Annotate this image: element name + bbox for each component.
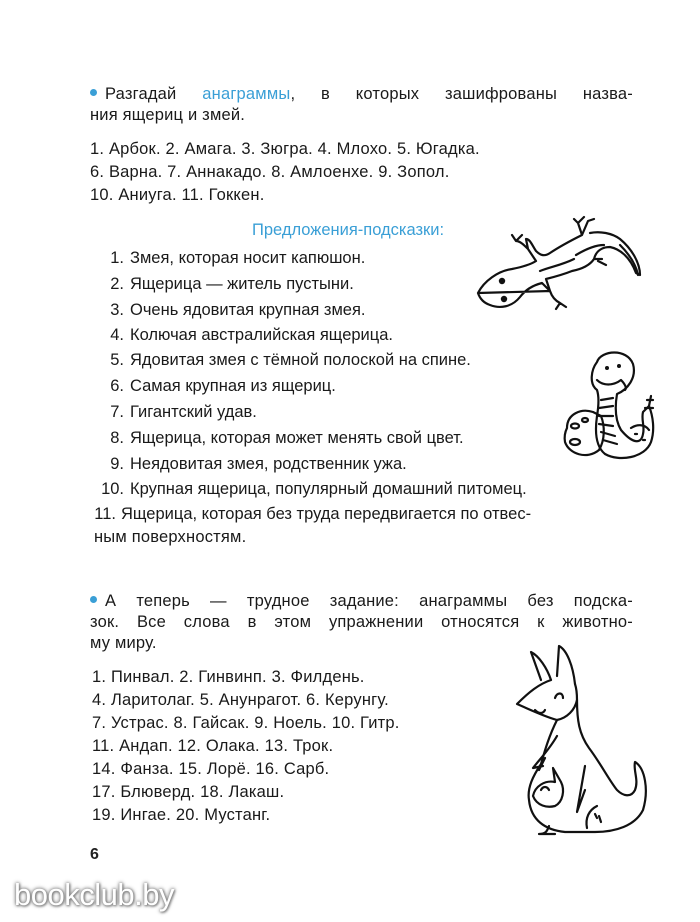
task1-anagram-line: 10. Аниуга. 11. Гоккен. bbox=[90, 186, 265, 204]
kangaroo-pouch-line bbox=[577, 766, 585, 812]
task2-intro-line1 bbox=[90, 591, 633, 612]
hint-text: Ящерица — житель пустыни. bbox=[130, 275, 354, 293]
kangaroo-arm bbox=[533, 736, 557, 770]
bullet-icon bbox=[90, 89, 97, 96]
hint-text: Змея, которая носит капюшон. bbox=[130, 249, 366, 267]
kangaroo-illustration bbox=[505, 640, 655, 840]
hint-num: 8. bbox=[110, 429, 124, 447]
hint-text: Ядовитая змея с тёмной полоской на спине. bbox=[130, 351, 471, 369]
hint-num: 1. bbox=[110, 249, 124, 267]
hint-num: 3. bbox=[110, 301, 124, 319]
hint-text: Неядовитая змея, родственник ужа. bbox=[130, 455, 407, 473]
task2-anagram-line: 1. Пинвал. 2. Гинвинп. 3. Филдень. bbox=[92, 668, 365, 686]
hint-num: 7. bbox=[110, 403, 124, 421]
hint-text: Крупная ящерица, популярный домашний питомец. bbox=[130, 480, 527, 498]
kangaroo-head bbox=[517, 680, 577, 720]
hint-item bbox=[100, 249, 365, 268]
task2-anagram-line: 17. Блюверд. 18. Лакаш. bbox=[92, 783, 285, 801]
task1-anagram-line: 1. Арбок. 2. Амага. 3. Зюгра. 4. Млохо. 5. Югадка. bbox=[90, 140, 480, 158]
task2-anagram-line: 14. Фанза. 15. Лорё. 16. Сарб. bbox=[92, 760, 330, 778]
lizard-illustration bbox=[470, 205, 650, 335]
hint-item bbox=[100, 480, 527, 499]
lizard-eye bbox=[499, 278, 505, 284]
hint-num: 11. bbox=[94, 505, 116, 523]
snake-tail bbox=[645, 396, 653, 408]
snake-illustration bbox=[555, 350, 660, 465]
task1-anagram-line: 6. Варна. 7. Аннакадо. 8. Амлоенхе. 9. Зопол. bbox=[90, 163, 450, 181]
snake-egg-right bbox=[631, 425, 649, 440]
task1-intro-text: Разгадай bbox=[105, 85, 177, 103]
snake-eye bbox=[605, 366, 609, 370]
hints-title: Предложения-подсказки: bbox=[252, 221, 445, 239]
kangaroo-eye bbox=[555, 694, 563, 699]
hint-num: 5. bbox=[110, 351, 124, 369]
kangaroo-leg bbox=[586, 806, 601, 828]
hint-text: Колючая австралийская ящерица. bbox=[130, 326, 393, 344]
hint-text: Ящерица, которая может менять свой цвет. bbox=[130, 429, 464, 447]
task2-anagram-line: 4. Ларитолаг. 5. Анунрагот. 6. Керунгу. bbox=[92, 691, 389, 709]
hint-text: Самая крупная из ящериц. bbox=[130, 377, 336, 395]
hint-item bbox=[100, 301, 366, 320]
hint-num: 4. bbox=[110, 326, 124, 344]
hint-num: 2. bbox=[110, 275, 124, 293]
task2-anagram-line: 11. Андап. 12. Олака. 13. Трок. bbox=[92, 737, 334, 755]
snake-body bbox=[592, 353, 653, 459]
hint-item bbox=[100, 455, 407, 474]
egg-spot bbox=[571, 424, 579, 429]
hint-item-continuation: ным поверхностям. bbox=[94, 528, 247, 546]
hint-num: 9. bbox=[110, 455, 124, 473]
hint-text: Ящерица, которая без труда передвигается по отвес- bbox=[121, 505, 532, 523]
hint-text: Гигантский удав. bbox=[130, 403, 257, 421]
hint-item bbox=[100, 275, 354, 294]
task1-intro-line2: ния ящериц и змей. bbox=[90, 106, 246, 124]
task2-anagram-line: 7. Устрас. 8. Гайсак. 9. Ноель. 10. Гитр. bbox=[92, 714, 400, 732]
hint-item bbox=[100, 403, 257, 422]
snake-eye bbox=[617, 364, 621, 368]
hint-num: 6. bbox=[110, 377, 124, 395]
lizard-body-outline bbox=[478, 217, 640, 309]
egg-spot bbox=[570, 439, 580, 445]
task2-intro-text: А теперь — трудное задание: анаграммы без подска- bbox=[105, 592, 633, 610]
task1-intro-line1 bbox=[90, 84, 633, 105]
hint-item bbox=[100, 326, 393, 345]
hint-item bbox=[100, 377, 336, 396]
egg-spot bbox=[582, 418, 588, 422]
hint-text: Очень ядовитая крупная змея. bbox=[130, 301, 366, 319]
kangaroo-ears bbox=[531, 646, 575, 684]
kangaroo-smile bbox=[535, 710, 545, 713]
kangaroo-body bbox=[529, 700, 646, 832]
joey-eye bbox=[541, 787, 549, 790]
task2-anagram-line: 19. Ингае. 20. Мустанг. bbox=[92, 806, 271, 824]
bullet-icon bbox=[90, 596, 97, 603]
watermark: bookclub.by bbox=[14, 877, 174, 912]
task2-intro-line2: зок. Все слова в этом упражнении относятся к животно- bbox=[90, 613, 633, 631]
task1-intro-rest: , в которых зашифрованы назва- bbox=[290, 85, 633, 103]
anagram-term: анаграммы bbox=[202, 85, 291, 103]
hint-item bbox=[100, 351, 471, 370]
lizard-eye bbox=[501, 296, 507, 302]
hint-item bbox=[100, 429, 464, 448]
hint-item bbox=[94, 505, 531, 524]
hint-num: 10. bbox=[101, 480, 124, 498]
page-number: 6 bbox=[90, 846, 99, 863]
task2-intro-line3: му миру. bbox=[90, 634, 157, 652]
snake-mouth bbox=[597, 380, 626, 390]
